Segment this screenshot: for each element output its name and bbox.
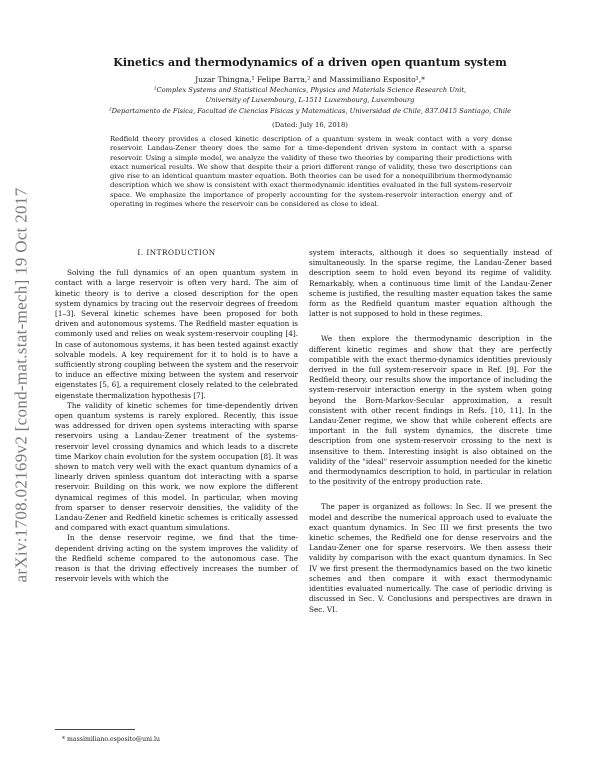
- paper-title: Kinetics and thermodynamics of a driven open quantum system: [113, 56, 507, 69]
- affiliation-1-line-2: University of Luxembourg, L-1511 Luxembourg, Luxembourg: [205, 95, 415, 104]
- dated-line: (Dated: July 16, 2018): [272, 121, 348, 129]
- section-heading-introduction: I. INTRODUCTION: [137, 248, 216, 257]
- intro-paragraph-4: We then explore the thermodynamic description in the different kinetic regimes and show that they are perfectly compatible with the exact thermo-dynamics identities previously derived in the full system-reservoir space in Ref. [9]. For the Redfield theory, our results show the importance of including the system-reservoir interaction energy in the system when going beyond the Born-Markov-Secular approximation, a result consistent with other recent findings in Refs. [10, 11]. In the Landau-Zener regime, we show that while coherent effects are important in the full system dynamics, the discrete time description from one system-reservoir crossing to the next is insensitive to them. Interesting insight is also obtained on the validity of the "ideal" reservoir assumption needed for the kinetic and thermodynamics description to hold, in particular in relation to the positivity of the entropy production rate.: [309, 334, 552, 487]
- arxiv-identifier-text: arXiv:1708.02169v2 [cond-mat.stat-mech] 19 Oct 2017: [11, 187, 31, 583]
- intro-paragraph-5: The paper is organized as follows: In Sec. II we present the model and describe the numerical approach used to evaluate the exact quantum dynamics. In Sec III we first presents the two kinetic schemes, the Redfield one for dense reservoirs and the Landau-Zener one for sparse reservoirs. We then assess their validity by comparison with the exact quantum dynamics. In Sec IV we first present the thermodynamics based on the two kinetic schemes and then compare it with exact thermodynamic identities evaluated numerically. The case of periodic driving is discussed in Sec. V. Conclusions and perspectives are drawn in Sec. VI.: [309, 502, 552, 614]
- intro-paragraph-1: Solving the full dynamics of an open quantum system in contact with a large reservoir is often very hard. The aim of kinetic theory is to derive a closed description for the open system dynamics by tracing out the reservoir degrees of freedom [1–3]. Several kinetic schemes have been proposed for both driven and autonomous systems. The Redfield master equation is commonly used and relies on weak system-reservoir coupling [4]. In case of autonomous systems, it has been tested against exactly solvable models. A key requirement for it to hold is to have a sufficiently strong coupling between the system and the reservoir to induce an effective mixing between the system and reservoir eigenstates [5, 6], a requirement closely related to the celebrated eigenstate thermalization hypothesis [7].: [55, 268, 298, 400]
- intro-paragraph-3: In the dense reservoir regime, we find that the time-dependent driving acting on the system improves the validity of the Redfield scheme compared to the autonomous case. The reason is that the driving effectively increases the number of reservoir levels with which the: [55, 533, 298, 584]
- intro-paragraph-2: The validity of kinetic schemes for time-dependently driven open quantum systems is rarely explored. Recently, this issue was addressed for driven open systems interacting with sparse reservoirs using a Landau-Zener treatment of the systems-reservoir level crossing dynamics and which leads to a discrete time Markov chain evolution for the system occupation [8]. It was shown to match very well with the exact quantum dynamics of a linearly driven spinless quantum dot interacting with a sparse reservoir. Building on this work, we now explore the different dynamical regimes of this model. In particular, when moving from sparser to denser reservoir densities, the validity of the Landau-Zener and Redfield kinetic schemes is critically assessed and compared with exact quantum simulations.: [55, 400, 298, 533]
- footnote-rule: [55, 729, 135, 730]
- right-column: [309, 248, 552, 615]
- intro-paragraph-3-continued: system interacts, although it does so sequentially instead of simultaneously. In the sparse regime, the Landau-Zener based description seem to hold even beyond its regime of validity. Remarkably, when a continuous time limit of the Landau-Zener scheme is justified, the resulting master equation takes the same form as the Redfield quantum master equation although the latter is not supposed to hold in these regimes.: [309, 248, 552, 319]
- abstract: Redfield theory provides a closed kinetic description of a quantum system in weak contact with a very dense reservoir. Landau-Zener theory does the same for a time-dependent driven system in contact with a sparse reservoir. Using a simple model, we analyze the validity of these two theories by comparing their predictions with exact numerical results. We show that despite their a priori different range of validity, these two descriptions can give rise to an identical quantum master equation. Both theories can be used for a nonequilibrium thermodynamic description which we show is consistent with exact thermodynamic identities evaluated in the full system-reservoir space. We emphasize the importance of properly accounting for the system-reservoir interaction energy and of operating in regimes where the reservoir can be considered as close to ideal.: [110, 135, 512, 209]
- affiliation-2: ²Departamento de Física, Facultad de Ciencias Físicas y Matemáticas, Universidad de Chile, 837.0415 Santiago, Chile: [108, 107, 512, 115]
- author-list: Juzar Thingna,¹ Felipe Barra,² and Massimiliano Esposito¹,*: [195, 75, 425, 84]
- arxiv-identifier-stamp: [8, 150, 34, 620]
- affiliation-1-line-1: ¹Complex Systems and Statistical Mechanics, Physics and Materials Science Research Unit,: [153, 86, 467, 94]
- left-column: [55, 248, 298, 585]
- footnote-email: * massimiliano.esposito@uni.lu: [62, 736, 160, 743]
